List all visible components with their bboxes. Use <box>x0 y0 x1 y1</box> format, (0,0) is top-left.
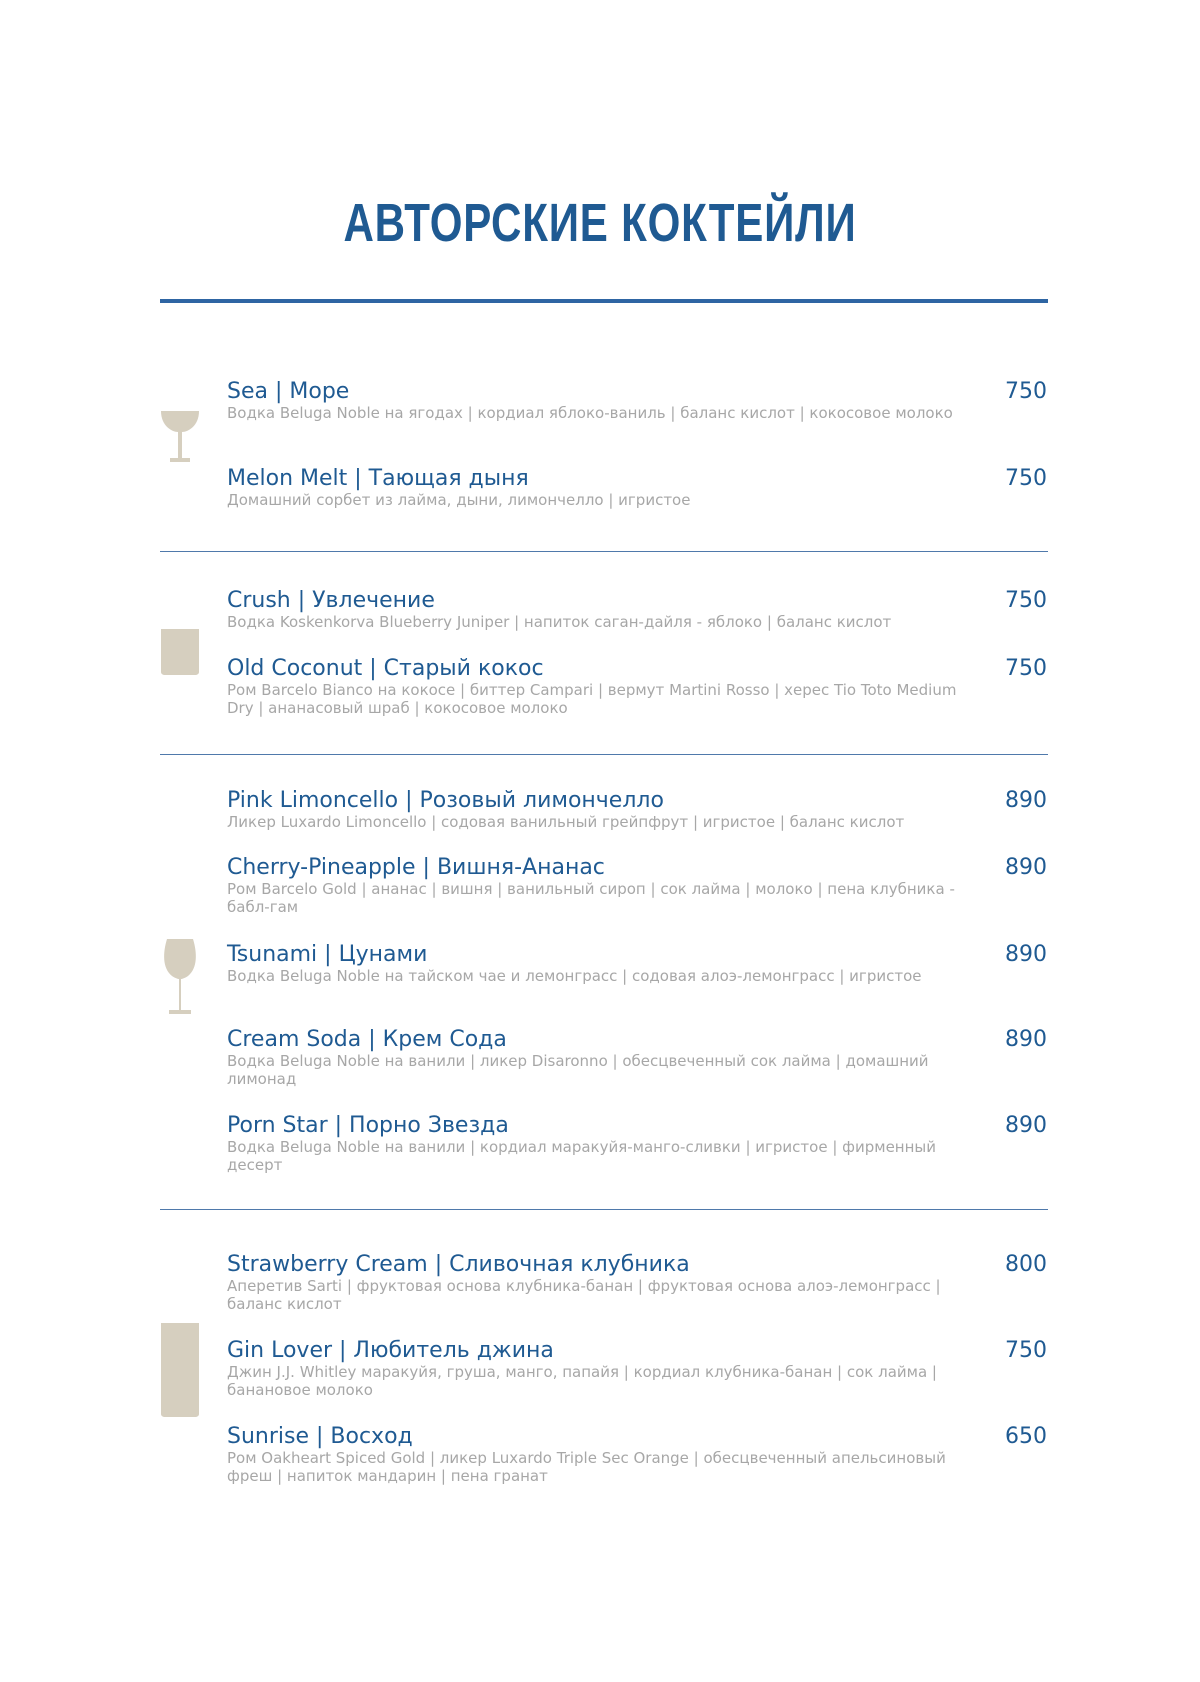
menu-item <box>227 1425 1047 1485</box>
menu-item <box>227 1339 1047 1399</box>
item-price: 800 <box>1005 1252 1047 1277</box>
item-price: 890 <box>1005 942 1047 967</box>
title-divider <box>160 299 1048 303</box>
item-name: Sea | Море <box>227 379 350 404</box>
coupe-glass-icon <box>160 410 200 466</box>
item-price: 750 <box>1005 656 1047 681</box>
item-description: Джин J.J. Whitley маракуйя, груша, манго, папайя | кордиал клубника-банан | сок лайма | банановое молоко <box>227 1363 937 1399</box>
item-description: Аперетив Sarti | фруктовая основа клубника-банан | фруктовая основа алоэ-лемонграсс | баланс кислот <box>227 1277 941 1313</box>
menu-item <box>227 1114 1047 1174</box>
menu-item <box>227 657 1047 717</box>
rocks-glass-icon <box>160 628 200 676</box>
item-name: Tsunami | Цунами <box>227 942 428 967</box>
item-name: Porn Star | Порно Звезда <box>227 1113 509 1138</box>
item-description: Водка Beluga Noble на ягодах | кордиал яблоко-ваниль | баланс кислот | кокосовое молоко <box>227 404 953 422</box>
menu-item <box>227 943 1047 985</box>
section-divider <box>160 551 1048 552</box>
item-price: 750 <box>1005 588 1047 613</box>
item-name: Melon Melt | Тающая дыня <box>227 466 529 491</box>
highball-glass-icon <box>160 1322 200 1418</box>
item-price: 890 <box>1005 1027 1047 1052</box>
menu-item <box>227 589 1047 631</box>
menu-item <box>227 789 1047 831</box>
item-description: Домашний сорбет из лайма, дыни, лимончелло | игристое <box>227 491 691 509</box>
item-description: Ликер Luxardo Limoncello | содовая ванильный грейпфрут | игристое | баланс кислот <box>227 813 905 831</box>
item-price: 750 <box>1005 1338 1047 1363</box>
menu-item <box>227 856 1047 916</box>
item-name: Strawberry Cream | Сливочная клубника <box>227 1252 690 1277</box>
menu-item <box>227 380 1047 422</box>
item-name: Cream Soda | Крем Сода <box>227 1027 507 1052</box>
item-name: Gin Lover | Любитель джина <box>227 1338 554 1363</box>
section-divider <box>160 1209 1048 1210</box>
item-name: Sunrise | Восход <box>227 1424 413 1449</box>
item-description: Водка Koskenkorva Blueberry Juniper | напиток саган-дайля - яблоко | баланс кислот <box>227 613 892 631</box>
item-price: 890 <box>1005 788 1047 813</box>
item-description: Ром Oakheart Spiced Gold | ликер Luxardo Triple Sec Orange | обесцвеченный апельсиновый фреш | напиток мандарин | пена гранат <box>227 1449 946 1485</box>
item-name: Old Coconut | Старый кокос <box>227 656 544 681</box>
item-description: Водка Beluga Noble на ванили | кордиал маракуйя-манго-сливки | игристое | фирменный десерт <box>227 1138 936 1174</box>
wine-glass-icon <box>162 938 198 1016</box>
item-description: Ром Barcelo Gold | ананас | вишня | ванильный сироп | сок лайма | молоко | пена клубника - бабл-гам <box>227 880 955 916</box>
item-price: 650 <box>1005 1424 1047 1449</box>
menu-item <box>227 1028 1047 1088</box>
item-price: 890 <box>1005 855 1047 880</box>
item-price: 890 <box>1005 1113 1047 1138</box>
menu-item <box>227 467 1047 509</box>
item-description: Ром Barcelo Bianco на кокосе | биттер Campari | вермут Martini Rosso | херес Tio Toto Medium Dry | ананасовый шраб | кокосовое молоко <box>227 681 957 717</box>
item-name: Pink Limoncello | Розовый лимончелло <box>227 788 664 813</box>
page-title: АВТОРСКИЕ КОКТЕЙЛИ <box>343 193 857 253</box>
menu-item <box>227 1253 1047 1313</box>
item-name: Crush | Увлечение <box>227 588 435 613</box>
item-description: Водка Beluga Noble на ванили | ликер Disaronno | обесцвеченный сок лайма | домашний лимонад <box>227 1052 929 1088</box>
section-divider <box>160 754 1048 755</box>
item-price: 750 <box>1005 379 1047 404</box>
item-name: Cherry-Pineapple | Вишня-Ананас <box>227 855 605 880</box>
item-description: Водка Beluga Noble на тайском чае и лемонграсс | содовая алоэ-лемонграсс | игристое <box>227 967 922 985</box>
item-price: 750 <box>1005 466 1047 491</box>
